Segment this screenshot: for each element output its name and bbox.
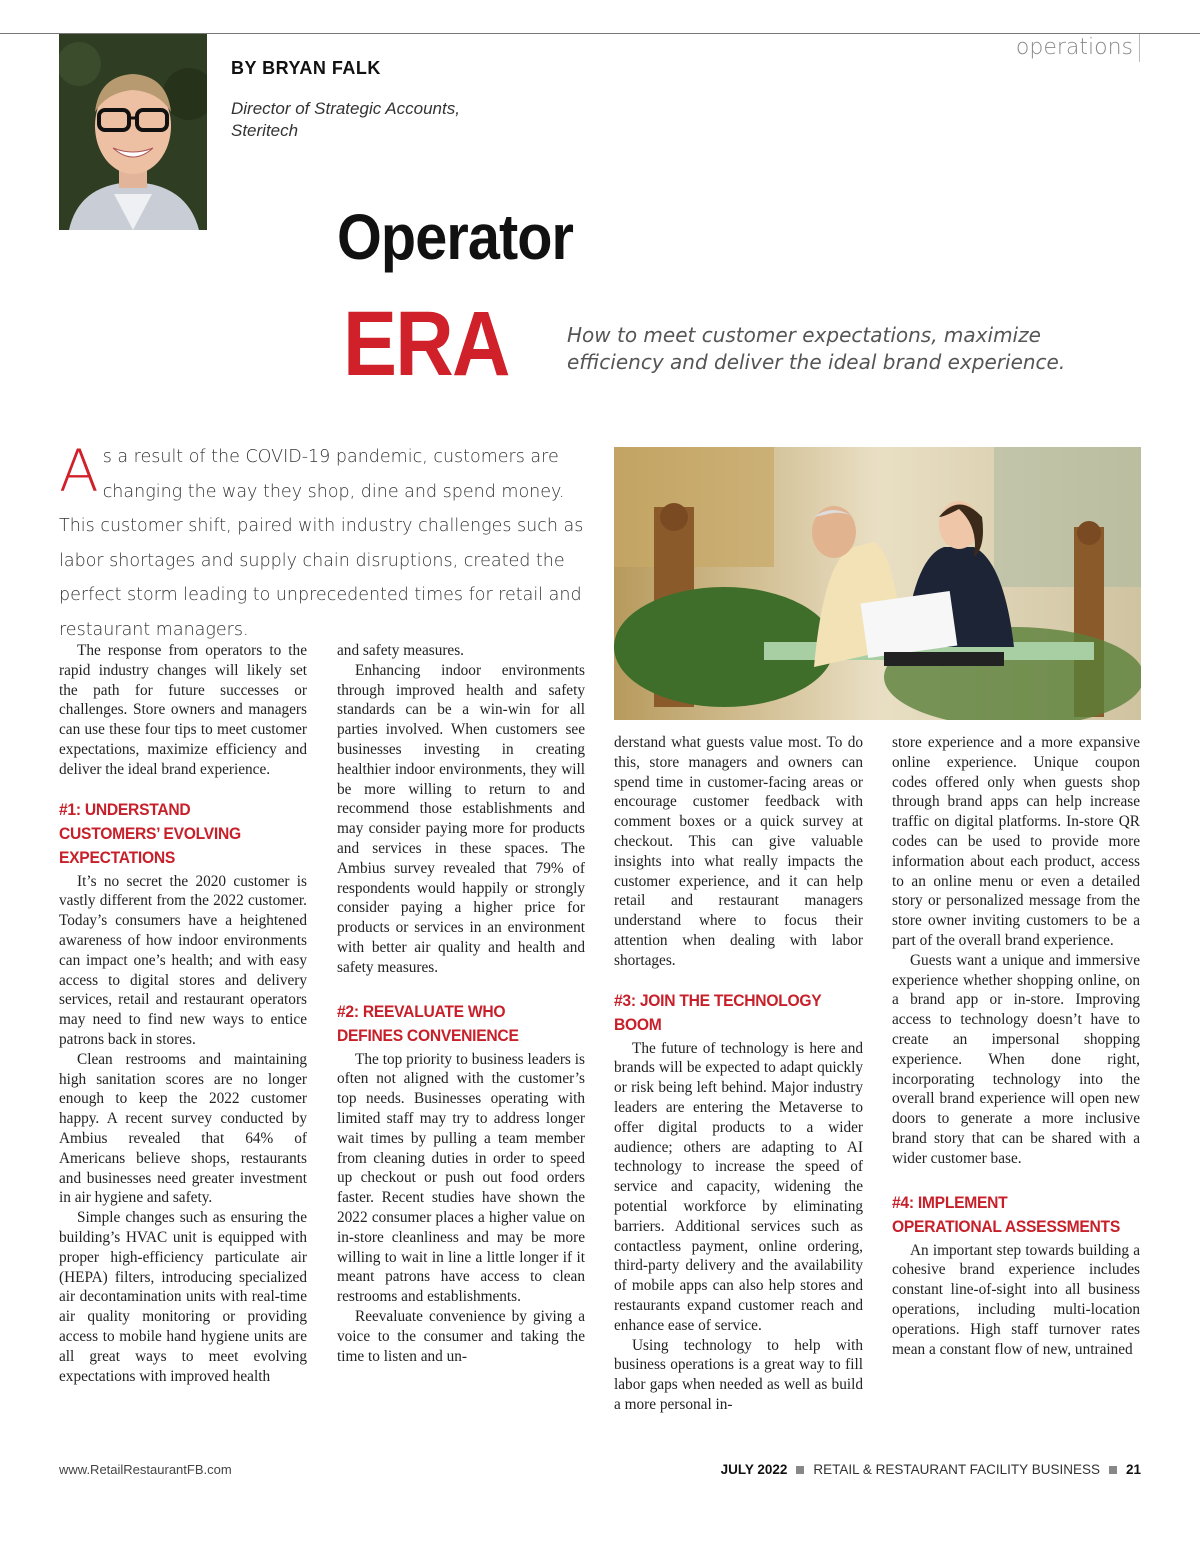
body-paragraph-continued: store experience and a more expansive online experience. Unique coupon codes offered only when guests shop through brand apps can help increase traffic on digital platforms. In-store QR codes can be used to provide more information about each product, access to an online menu or even a detailed story or personalized message from the store owner inviting customers to be a part of the overall brand experience. [892, 734, 1140, 949]
body-column-3 [614, 733, 863, 1415]
square-bullet-icon [1109, 1466, 1117, 1474]
subhead-4: #4: IMPLEMENT OPERATIONAL ASSESSMENTS [892, 1192, 1121, 1236]
lede-paragraph [59, 437, 591, 647]
body-paragraph-continued: and safety measures. [337, 642, 464, 659]
body-paragraph: Guests want a unique and immersive experience whether shopping online, on a brand app or in-store. Improving access to technology doesn’t have to create an impersonal shopping experience. When done right, incorporating technology into the overall brand experience will open new doors to generate a more inclusive brand story that can be shared with a wider customer base. [892, 951, 1140, 1167]
author-photo [59, 34, 207, 230]
author-title-line1: Director of Strategic Accounts, [231, 99, 460, 118]
square-bullet-icon [796, 1466, 804, 1474]
body-column-4 [892, 733, 1140, 1359]
drop-cap: A [59, 437, 99, 505]
subhead-2: #2: REEVALUATE WHO DEFINES CONVENIENCE [337, 1001, 519, 1045]
body-paragraph: Clean restrooms and maintaining high sanitation scores are no longer enough to keep the 2022 customer happy. A recent survey conducted by Ambius revealed that 64% of Americans believe shops, restaurants and businesses need greater investment in air hygiene and safety. [59, 1050, 307, 1207]
body-column-2 [337, 641, 585, 1366]
author-byline: BY BRYAN FALK [231, 58, 381, 78]
body-paragraph: The top priority to business leaders is often not aligned with the customer’s top needs. Businesses operating with limited staff may try to address longer wait times by pulling a team member from cleaning duties in order to speed up checkout or push out food orders faster. Recent studies have shown the 2022 consumer places a higher value on in-store cleanliness and may be more willing to wait in line a little longer if it meant patrons have access to clean restrooms and establishments. [337, 1050, 585, 1306]
footer-url: www.RetailRestaurantFB.com [59, 1462, 232, 1477]
headline-line2: ERA [343, 293, 509, 395]
headline-line1: Operator [337, 201, 574, 273]
body-paragraph: It’s no secret the 2020 customer is vastly different from the 2022 customer. Today’s consumers have a heightened awareness of how indoor environments can impact one’s health; and with easy access to digital stores and delivery services, retail and restaurant operators may need to find new ways to entice patrons back in stores. [59, 872, 307, 1048]
author-title [231, 98, 511, 142]
footer-folio [721, 1462, 1141, 1477]
footer-publication: RETAIL & RESTAURANT FACILITY BUSINESS [813, 1462, 1100, 1477]
footer-issue: JULY 2022 [720, 1462, 788, 1477]
body-paragraph-continued: derstand what guests value most. To do this, store managers and owners can spend time in customer-facing areas or encourage customer feedback with comment boxes or a quick survey at checkout. This can give valuable insights into what really impacts the customer experience, and it can help retail and restaurant managers understand where to focus their attention when dealing with labor shortages. [614, 734, 863, 969]
subhead-3: #3: JOIN THE TECHNOLOGY BOOM [614, 990, 822, 1034]
body-paragraph: The future of technology is here and brands will be expected to adapt quickly or risk being left behind. Major industry leaders are entering the Metaverse to offer digital products to a wider audience; others are adapting to AI technology to increase the speed of service and capacity, widening the potential workforce by eliminating barriers. Additional services such as contactless payment, online ordering, third-party delivery and the availability of mobile apps can also help stores and restaurants expand customer reach and enhance ease of service. [614, 1039, 863, 1334]
intro-paragraph: The response from operators to the rapid industry changes will likely set the path for future successes or challenges. Store owners and managers can use these four tips to meet customer expectations, maximize efficiency and deliver the ideal brand experience. [59, 642, 307, 778]
body-paragraph: Reevaluate convenience by giving a voice to the consumer and taking the time to listen and un- [337, 1307, 585, 1365]
body-paragraph: Using technology to help with business operations is a great way to fill labor gaps when needed as well as build a more personal in- [614, 1336, 863, 1413]
section-label: operations [1016, 34, 1140, 62]
subhead-1: #1: UNDERSTAND CUSTOMERS’ EVOLVING EXPECTATIONS [59, 799, 241, 867]
body-paragraph: An important step towards building a cohesive brand experience includes constant line-of-sight into all business operations, including multi-location operations. High staff turnover rates mean a constant flow of new, untrained [892, 1241, 1140, 1358]
body-paragraph: Simple changes such as ensuring the building’s HVAC unit is equipped with proper high-efficiency particulate air (HEPA) filters, introducing specialized air decontamination units with real-time air quality monitoring or providing access to mobile hand hygiene units are all great ways to meet evolving expectations with improved health [59, 1209, 307, 1385]
article-photo [614, 447, 1141, 720]
headline-dek: How to meet customer expectations, maximize efficiency and deliver the ideal brand experience. [567, 323, 1066, 374]
page-number: 21 [1125, 1462, 1141, 1477]
lede-text: s a result of the COVID-19 pandemic, customers are changing the way they shop, dine and spend money. This customer shift, paired with industry challenges such as labor shortages and supply chain disruptions, created the perfect storm leading to unprecedented times for retail and restaurant managers. [59, 447, 584, 640]
body-column-1 [59, 641, 307, 1386]
body-paragraph: Enhancing indoor environments through improved health and safety standards can be a win-win for all parties involved. When customers see businesses investing in creating healthier indoor environments, they will be more willing to return to and recommend those establishments and may consider paying more for products and services in these spaces. The Ambius survey revealed that 79% of respondents would happily or strongly consider paying a higher price for products or services in an environment with better air quality and health and safety measures. [337, 661, 585, 976]
author-company: Steritech [231, 121, 299, 140]
